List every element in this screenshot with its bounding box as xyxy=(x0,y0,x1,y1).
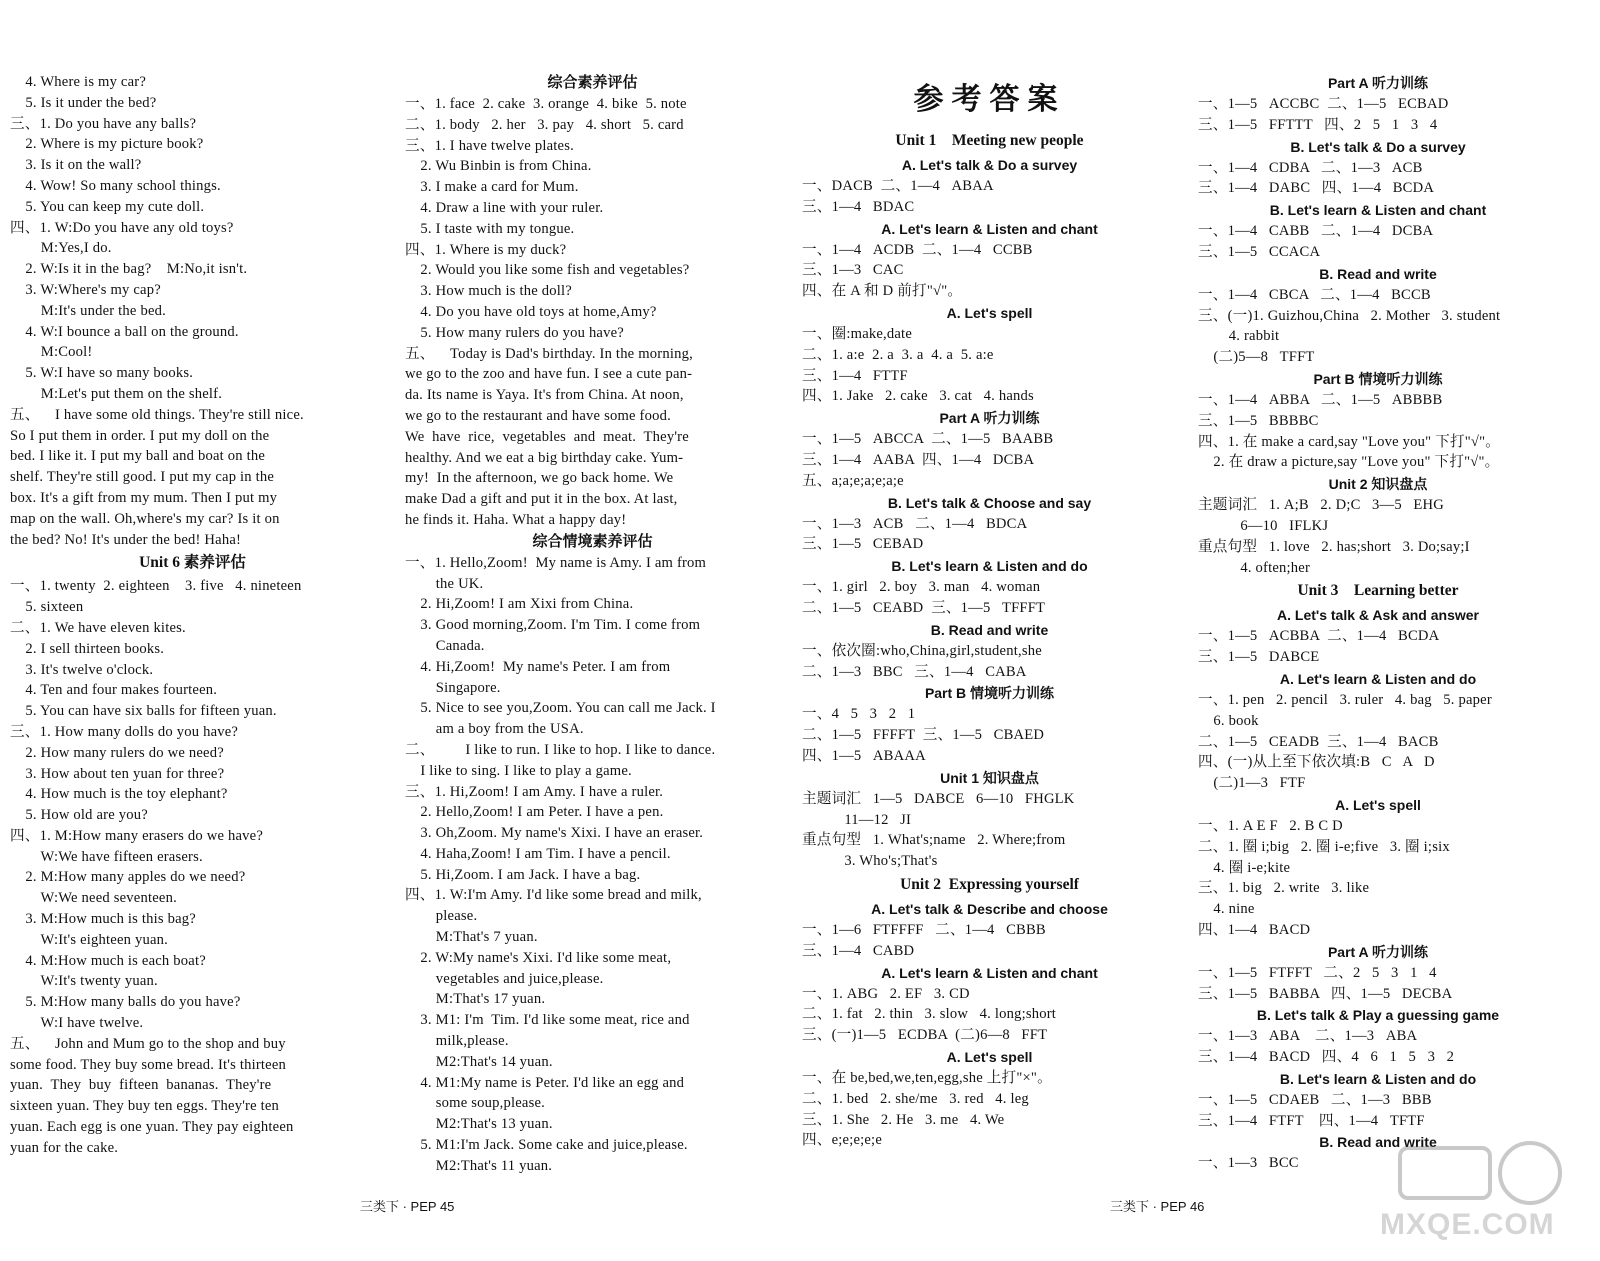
left-page-column-2 xyxy=(405,72,780,1177)
answer-line: 三、1—4 AABA 四、1—4 DCBA xyxy=(802,451,1035,468)
answer-line: 一、1—6 FTFFFF 二、1—4 CBBB xyxy=(802,921,1046,938)
answer-line: yuan. They buy fifteen bananas. They're xyxy=(10,1077,272,1094)
answer-line: 三、(一)1—5 ECDBA (二)6—8 FFT xyxy=(802,1027,1048,1044)
answer-line: M2:That's 11 yuan. xyxy=(405,1157,553,1174)
section-heading: B. Let's learn & Listen and do xyxy=(1279,1070,1477,1087)
answer-line: 5. Nice to see you,Zoom. You can call me Jack. I xyxy=(405,700,716,717)
answer-line: 2. Wu Binbin is from China. xyxy=(405,158,592,175)
answer-line: 五、a;a;e;a;e;a;e xyxy=(802,472,904,489)
section-heading: Unit 2 知识盘点 xyxy=(1328,476,1428,493)
answer-line: 一、圈:make,date xyxy=(802,325,912,342)
answer-line: 二、1. fat 2. thin 3. slow 4. long;short xyxy=(802,1006,1057,1023)
section-heading: A. Let's learn & Listen and chant xyxy=(881,220,1098,237)
answer-line: we go to the zoo and have fun. I see a cute pan- xyxy=(405,366,693,383)
answer-line: 三、1—4 BDAC xyxy=(802,198,915,215)
section-heading: 综合素养评估 xyxy=(547,74,638,91)
answer-line: 2. Where is my picture book? xyxy=(10,136,204,153)
answer-line: 2. 在 draw a picture,say "Love you" 下打"√"。 xyxy=(1198,454,1500,471)
answer-line: 三、1. Do you have any balls? xyxy=(10,115,197,132)
unit-heading: Unit 3 Learning better xyxy=(1297,582,1459,600)
answer-line: 一、1—5 CDAEB 二、1—3 BBB xyxy=(1198,1091,1432,1108)
answer-line: M:That's 7 yuan. xyxy=(405,929,538,946)
answer-line: 一、1. face 2. cake 3. orange 4. bike 5. note xyxy=(405,96,687,112)
answer-line: 四、1. W:Do you have any old toys? xyxy=(10,219,234,236)
answer-line: 一、1. pen 2. pencil 3. ruler 4. bag 5. paper xyxy=(1198,691,1492,708)
answer-line: 3. Is it on the wall? xyxy=(10,157,142,174)
answer-line: 3. Oh,Zoom. My name's Xixi. I have an eraser. xyxy=(405,825,704,842)
answer-line: 3. Who's;That's xyxy=(802,853,938,870)
section-heading: B. Let's talk & Choose and say xyxy=(887,494,1092,511)
right-page-footer: 三类下 · PEP 46 xyxy=(1110,1199,1205,1214)
answer-line: 3. I make a card for Mum. xyxy=(405,179,579,196)
section-heading: Unit 1 知识盘点 xyxy=(940,769,1039,786)
section-heading: Part A 听力训练 xyxy=(1327,943,1429,960)
answer-line: 4. Hi,Zoom! My name's Peter. I am from xyxy=(405,658,671,675)
section-heading: B. Read and write xyxy=(1319,1134,1437,1151)
answer-line: 3. W:Where's my cap? xyxy=(10,281,161,298)
answer-line: 3. M:How much is this bag? xyxy=(10,911,196,928)
answer-line: 四、1. W:I'm Amy. I'd like some bread and milk, xyxy=(405,887,702,904)
answer-line: 5. Hi,Zoom. I am Jack. I have a bag. xyxy=(405,866,641,883)
answer-line: 四、(一)从上至下依次填:B C A D xyxy=(1198,754,1435,771)
answer-line: yuan for the cake. xyxy=(10,1139,119,1156)
answer-line: 四、1. Where is my duck? xyxy=(405,241,567,258)
answer-line: 三、1. How many dolls do you have? xyxy=(10,723,239,740)
answer-line: 四、1—4 BACD xyxy=(1198,921,1311,938)
answer-line: 三、1. big 2. write 3. like xyxy=(1198,880,1370,897)
answer-line: 11—12 JI xyxy=(802,811,912,828)
answer-line: 2. Hi,Zoom! I am Xixi from China. xyxy=(405,596,634,613)
answer-line: 二、1. body 2. her 3. pay 4. short 5. card xyxy=(405,116,684,133)
answer-line: 4. W:I bounce a ball on the ground. xyxy=(10,323,239,340)
answer-line: 4. Ten and four makes fourteen. xyxy=(10,682,218,699)
answer-line: 一、1. ABG 2. EF 3. CD xyxy=(802,985,970,1002)
answer-line: sixteen yuan. They buy ten eggs. They're ten xyxy=(10,1098,280,1115)
answer-line: 一、1. twenty 2. eighteen 3. five 4. nineteen xyxy=(10,578,302,595)
section-heading: A. Let's talk & Ask and answer xyxy=(1277,607,1479,624)
answer-line: some food. They buy some bread. It's thirteen xyxy=(10,1056,287,1073)
answer-line: 二、1—5 CEABD 三、1—5 TFFFT xyxy=(802,599,1046,616)
answer-line: 5. Is it under the bed? xyxy=(10,94,157,111)
answer-line: 4. M1:My name is Peter. I'd like an egg and xyxy=(405,1074,685,1091)
answer-line: 4. Haha,Zoom! I am Tim. I have a pencil. xyxy=(405,845,671,862)
answer-line: 2. W:Is it in the bag? M:No,it isn't. xyxy=(10,261,248,278)
answer-line: 4. Where is my car? xyxy=(10,74,147,90)
answer-line: M:Let's put them on the shelf. xyxy=(10,385,223,402)
answer-line: 4. rabbit xyxy=(1198,328,1280,345)
answer-line: 2. Hello,Zoom! I am Peter. I have a pen. xyxy=(405,804,664,821)
section-heading: B. Let's talk & Do a survey xyxy=(1290,138,1466,155)
right-page-column-2 xyxy=(1198,72,1558,1174)
answer-line: 2. M:How many apples do we need? xyxy=(10,869,246,886)
answer-line: 五、 I have some old things. They're still nice. xyxy=(10,406,304,423)
answer-line: 4. Wow! So many school things. xyxy=(10,177,221,194)
answer-line: 一、1—5 FTFFT 二、2 5 3 1 4 xyxy=(1198,964,1437,981)
section-heading: A. Let's talk & Do a survey xyxy=(901,157,1078,173)
answer-line: 三、1. I have twelve plates. xyxy=(405,137,574,154)
answer-line: 一、1. girl 2. boy 3. man 4. woman xyxy=(802,579,1041,596)
section-heading: A. Let's spell xyxy=(1335,796,1421,813)
answer-line: 2. W:My name's Xixi. I'd like some meat, xyxy=(405,949,672,966)
answer-line: 四、1. 在 make a card,say "Love you" 下打"√"。 xyxy=(1198,433,1501,450)
section-heading: A. Let's learn & Listen and do xyxy=(1279,670,1477,687)
answer-line: 2. I sell thirteen books. xyxy=(10,640,165,657)
answer-line: please. xyxy=(405,908,478,925)
answer-line: 一、1—4 CBCA 二、1—4 BCCB xyxy=(1198,286,1431,303)
answer-line: 4. often;her xyxy=(1198,559,1311,576)
answer-line: 3. How about ten yuan for three? xyxy=(10,765,225,782)
answer-line: 一、在 be,bed,we,ten,egg,she 上打"×"。 xyxy=(802,1069,1052,1086)
answer-line: 6—10 IFLKJ xyxy=(1198,517,1329,534)
right-page-column-1 xyxy=(802,72,1177,1151)
answer-line: (二)5—8 TFFT xyxy=(1198,349,1315,366)
section-heading: Part B 情境听力训练 xyxy=(924,685,1055,702)
answer-line: the UK. xyxy=(405,575,484,592)
answer-line: 二、1—5 FFFFT 三、1—5 CBAED xyxy=(802,727,1045,744)
answer-line: 五、 Today is Dad's birthday. In the morning, xyxy=(405,345,693,362)
answer-line: 一、1—3 ACB 二、1—4 BDCA xyxy=(802,515,1028,532)
answer-line: 主题词汇 1. A;B 2. D;C 3—5 EHG xyxy=(1198,497,1444,514)
answer-line: milk,please. xyxy=(405,1033,509,1050)
answer-line: 三、1—3 CAC xyxy=(802,262,904,279)
answer-line: 5. You can keep my cute doll. xyxy=(10,198,205,215)
left-page-column-1 xyxy=(10,72,375,1159)
answer-line: 三、1—4 CABD xyxy=(802,942,915,959)
answer-line: Singapore. xyxy=(405,679,501,696)
answer-line: 四、1—5 ABAAA xyxy=(802,747,926,764)
answer-line: 四、1. M:How many erasers do we have? xyxy=(10,827,263,844)
answer-line: 四、e;e;e;e;e xyxy=(802,1132,882,1149)
answer-line: 三、1—5 BABBA 四、1—5 DECBA xyxy=(1198,985,1453,1002)
answer-line: W:I have twelve. xyxy=(10,1015,144,1032)
answer-line: W:It's eighteen yuan. xyxy=(10,931,168,948)
section-heading: Part A 听力训练 xyxy=(1327,75,1429,91)
answer-line: 主题词汇 1—5 DABCE 6—10 FHGLK xyxy=(802,790,1075,807)
answer-line: 4. Do you have old toys at home,Amy? xyxy=(405,303,657,320)
left-page-footer: 三类下 · PEP 45 xyxy=(360,1199,455,1214)
answer-line: 二、1. 圈 i;big 2. 圈 i-e;five 3. 圈 i;six xyxy=(1198,838,1450,855)
answer-line: 三、1—5 BBBBC xyxy=(1198,412,1319,429)
answer-line: 一、依次圈:who,China,girl,student,she xyxy=(802,642,1042,659)
answer-line: 三、(一)1. Guizhou,China 2. Mother 3. student xyxy=(1198,307,1501,324)
answer-line: W:It's twenty yuan. xyxy=(10,973,158,990)
answer-line: 3. It's twelve o'clock. xyxy=(10,661,154,678)
answer-line: 一、1. Hello,Zoom! My name is Amy. I am from xyxy=(405,554,707,571)
answer-line: make Dad a gift and put it in the box. At last, xyxy=(405,491,678,508)
answer-line: 三、1. She 2. He 3. me 4. We xyxy=(802,1111,1005,1128)
unit-heading: Unit 2 Expressing yourself xyxy=(900,875,1079,893)
answer-line: some soup,please. xyxy=(405,1095,545,1112)
unit-heading: Unit 6 素养评估 xyxy=(139,554,246,572)
answer-line: 三、1—5 FFTTT 四、2 5 1 3 4 xyxy=(1198,116,1438,133)
section-heading: B. Read and write xyxy=(930,621,1049,638)
answer-line: M:Cool! xyxy=(10,344,93,361)
answer-line: 三、1. Hi,Zoom! I am Amy. I have a ruler. xyxy=(405,783,664,800)
answer-line: shelf. They're still good. I put my cap in the xyxy=(10,469,275,486)
answer-line: 一、1—4 ABBA 二、1—5 ABBBB xyxy=(1198,391,1443,408)
answer-line: 3. Good morning,Zoom. I'm Tim. I come from xyxy=(405,617,701,634)
section-heading: A. Let's spell xyxy=(946,304,1033,321)
answer-line: 三、1—4 FTTF xyxy=(802,367,908,384)
answer-line: map on the wall. Oh,where's my car? Is it on xyxy=(10,510,280,527)
section-heading: 综合情境素养评估 xyxy=(532,532,653,550)
answer-line: 四、在 A 和 D 前打"√"。 xyxy=(802,283,963,300)
answer-line: healthy. And we eat a big birthday cake. Yum- xyxy=(405,449,684,466)
answer-line: 一、1—4 ACDB 二、1—4 CCBB xyxy=(802,241,1033,258)
answer-line: 3. How much is the doll? xyxy=(405,283,572,300)
answer-line: 三、1—5 CCACA xyxy=(1198,243,1321,260)
answer-line: he finds it. Haha. What a happy day! xyxy=(405,511,627,528)
answer-line: 三、1—4 FTFT 四、1—4 TFTF xyxy=(1198,1112,1425,1129)
answer-line: 二、1—5 CEADB 三、1—4 BACB xyxy=(1198,733,1439,750)
section-heading: B. Let's learn & Listen and chant xyxy=(1269,202,1487,219)
answer-line: 4. nine xyxy=(1198,901,1255,918)
answer-line: W:We need seventeen. xyxy=(10,890,177,907)
answer-line: 5. M1:I'm Jack. Some cake and juice,please. xyxy=(405,1137,688,1154)
answer-line: 4. M:How much is each boat? xyxy=(10,952,206,969)
answer-line: 一、1—3 BCC xyxy=(1198,1155,1299,1172)
answer-line: 5. W:I have so many books. xyxy=(10,365,194,382)
section-heading: Part A 听力训练 xyxy=(939,410,1040,427)
answer-line: bed. I like it. I put my ball and boat on the xyxy=(10,448,266,465)
answer-line: 2. Would you like some fish and vegetables? xyxy=(405,262,690,279)
answer-line: 一、1—5 ACCBC 二、1—5 ECBAD xyxy=(1198,96,1449,112)
answer-line: am a boy from the USA. xyxy=(405,721,584,738)
answer-line: 6. book xyxy=(1198,712,1259,729)
section-heading: A. Let's spell xyxy=(946,1048,1033,1065)
answer-line: M:Yes,I do. xyxy=(10,240,112,257)
answer-line: M2:That's 13 yuan. xyxy=(405,1116,553,1133)
answer-line: W:We have fifteen erasers. xyxy=(10,848,203,865)
answer-line: box. It's a gift from my mum. Then I put my xyxy=(10,489,278,506)
answer-line: 一、1. A E F 2. B C D xyxy=(1198,817,1343,834)
answer-line: vegetables and juice,please. xyxy=(405,970,604,987)
answer-line: my! In the afternoon, we go back home. We xyxy=(405,470,674,487)
answer-line: 二、1—3 BBC 三、1—4 CABA xyxy=(802,663,1027,680)
answer-line: 5. How old are you? xyxy=(10,807,148,824)
answer-line: M:That's 17 yuan. xyxy=(405,991,546,1008)
answer-line: 重点句型 1. love 2. has;short 3. Do;say;I xyxy=(1198,538,1470,555)
unit-heading: Unit 1 Meeting new people xyxy=(895,132,1084,149)
answer-line: I like to sing. I like to play a game. xyxy=(405,762,632,779)
answer-line: 二、1. bed 2. she/me 3. red 4. leg xyxy=(802,1090,1029,1107)
answer-line: 5. sixteen xyxy=(10,599,84,616)
section-heading: A. Let's talk & Describe and choose xyxy=(871,900,1108,917)
answer-line: 5. You can have six balls for fifteen yuan. xyxy=(10,703,277,720)
answer-line: 3. M1: I'm Tim. I'd like some meat, rice and xyxy=(405,1012,690,1029)
answer-line: 一、1—4 CABB 二、1—4 DCBA xyxy=(1198,223,1434,240)
answer-line: 一、1—3 ABA 二、1—3 ABA xyxy=(1198,1028,1418,1045)
answer-line: 一、1—5 ACBBA 二、1—4 BCDA xyxy=(1198,628,1440,645)
answer-line: 二、1. We have eleven kites. xyxy=(10,619,186,636)
answer-line: 三、1—4 DABC 四、1—4 BCDA xyxy=(1198,180,1435,197)
answer-line: we go to the restaurant and have some food. xyxy=(405,407,671,424)
section-heading: A. Let's learn & Listen and chant xyxy=(881,964,1098,981)
answer-line: the bed? No! It's under the bed! Haha! xyxy=(10,531,242,548)
answer-line: M2:That's 14 yuan. xyxy=(405,1053,553,1070)
section-heading: B. Let's talk & Play a guessing game xyxy=(1256,1007,1500,1024)
answer-line: yuan. Each egg is one yuan. They pay eighteen xyxy=(10,1119,294,1136)
answer-line: Canada. xyxy=(405,637,485,654)
answer-line: 4. Draw a line with your ruler. xyxy=(405,199,604,216)
answer-line: 4. 圈 i-e;kite xyxy=(1198,859,1291,876)
watermark-logo xyxy=(1380,1138,1580,1248)
answer-line: 三、1—4 BACD 四、4 6 1 5 3 2 xyxy=(1198,1049,1455,1066)
answer-line: 5. How many rulers do you have? xyxy=(405,324,624,341)
answer-line: 三、1—5 DABCE xyxy=(1198,649,1320,666)
answer-line: 4. How much is the toy elephant? xyxy=(10,786,228,803)
section-heading: B. Read and write xyxy=(1319,265,1437,282)
answer-line: 5. M:How many balls do you have? xyxy=(10,994,241,1011)
answer-line: M:It's under the bed. xyxy=(10,302,166,319)
answer-line: 一、1—4 CDBA 二、1—3 ACB xyxy=(1198,159,1423,176)
answer-line: 二、1. a:e 2. a 3. a 4. a 5. a:e xyxy=(802,346,994,363)
answer-line: 一、DACB 二、1—4 ABAA xyxy=(802,178,994,194)
answer-line: So I put them in order. I put my doll on the xyxy=(10,427,270,444)
answer-line: 重点句型 1. What's;name 2. Where;from xyxy=(802,832,1066,849)
answer-line: 一、1—5 ABCCA 二、1—5 BAABB xyxy=(802,431,1054,448)
answer-line: 五、 John and Mum go to the shop and buy xyxy=(10,1035,286,1052)
answer-line: 三、1—5 CEBAD xyxy=(802,536,924,553)
answer-line: 5. I taste with my tongue. xyxy=(405,220,575,237)
answer-line: 四、1. Jake 2. cake 3. cat 4. hands xyxy=(802,388,1034,405)
watermark-icon xyxy=(1380,1138,1580,1208)
answer-line: da. Its name is Yaya. It's from China. At noon, xyxy=(405,387,684,404)
page-title: 参考答案 xyxy=(913,82,1066,117)
answer-line: 2. How many rulers do we need? xyxy=(10,744,224,761)
answer-line: 二、 I like to run. I like to hop. I like to dance. xyxy=(405,741,716,758)
section-heading: B. Let's learn & Listen and do xyxy=(891,558,1088,575)
section-heading: Part B 情境听力训练 xyxy=(1313,370,1443,387)
answer-line: We have rice, vegetables and meat. They're xyxy=(405,428,689,445)
answer-line: 一、4 5 3 2 1 xyxy=(802,706,916,723)
answer-line: (二)1—3 FTF xyxy=(1198,775,1306,792)
watermark-text: MXQE.COM xyxy=(1380,1208,1555,1241)
